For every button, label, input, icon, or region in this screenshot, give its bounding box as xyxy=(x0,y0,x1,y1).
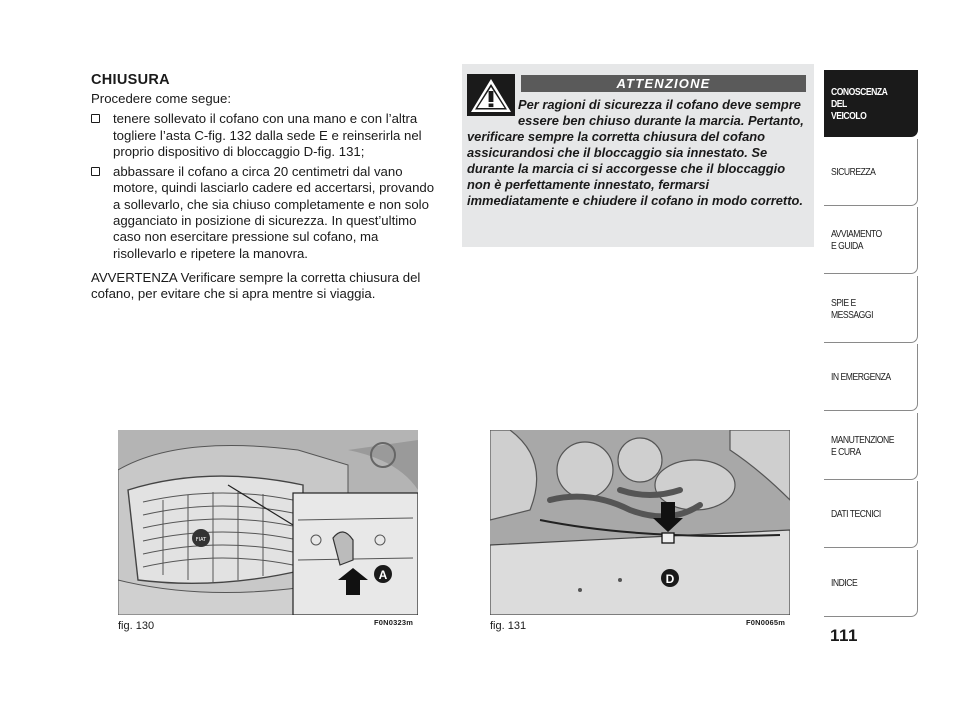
checkbox-bullet-icon xyxy=(91,114,100,123)
attention-text: Per ragioni di sicurezza il cofano deve sempre essere ben chiuso durante la marcia. Pertanto, verificare sempre la corretta chiusura del cofano assicurandosi che il bloccaggio sia innestato. Se durante la marcia ci si accorgesse che il bloccaggio non è perfettamente innestato, fermarsi immediatamente e chiudere il cofano in modo corretto. xyxy=(467,97,804,208)
figure-code: F0N0065m xyxy=(746,618,786,627)
figure-caption: fig. 130 xyxy=(118,620,155,632)
figure-label: D xyxy=(665,572,675,586)
closing-section xyxy=(91,72,441,303)
tab-in-emergenza[interactable]: IN EMERGENZA xyxy=(824,344,918,411)
tab-conoscenza-del-veicolo[interactable]: CONOSCENZA DEL VEICOLO xyxy=(824,70,918,137)
step-text: tenere sollevato il cofano con una mano e con l’altra togliere l’asta C-fig. 132 dalla sede E e reinserirla nel proprio dispositivo di bloccaggio D-fig. 131; xyxy=(113,111,422,159)
steps-list xyxy=(91,111,441,262)
tab-spie-e-messaggi[interactable]: SPIE E MESSAGGI xyxy=(824,276,918,343)
figure-hood-latch xyxy=(118,430,418,615)
attention-header: ATTENZIONE xyxy=(521,75,806,92)
attention-box xyxy=(462,64,814,247)
chapter-sidebar xyxy=(824,70,918,618)
figure-caption: fig. 131 xyxy=(490,620,527,632)
figure-code: F0N0323m xyxy=(374,618,414,627)
section-title: CHIUSURA xyxy=(91,72,170,88)
tab-sicurezza[interactable]: SICUREZZA xyxy=(824,139,918,206)
list-item xyxy=(91,164,441,262)
tab-indice[interactable]: INDICE xyxy=(824,550,918,617)
checkbox-bullet-icon xyxy=(91,167,100,176)
section-intro: Procedere come segue: xyxy=(91,91,232,106)
list-item xyxy=(91,111,441,160)
warning-note: AVVERTENZA Verificare sempre la corretta chiusura del cofano, per evitare che si apra mentre si viaggia. xyxy=(91,269,421,302)
step-text: abbassare il cofano a circa 20 centimetri dal vano motore, quindi lasciarlo cadere ed accertarsi, provando a sollevarlo, che sia chiuso completamente e non solo agganciato in posizione di sicurezza. In quest’ultimo caso non esercitare pressione sul cofano, ma risollevarlo e ripetere la manovra. xyxy=(113,164,435,261)
tab-dati-tecnici[interactable]: DATI TECNICI xyxy=(824,481,918,548)
figure-label: A xyxy=(378,568,388,582)
attention-text-wrap xyxy=(467,97,809,209)
svg-text:FIAT: FIAT xyxy=(195,537,207,543)
tab-manutenzione-e-cura[interactable]: MANUTENZIONE E CURA xyxy=(824,413,918,480)
tab-avviamento-e-guida[interactable]: AVVIAMENTO E GUIDA xyxy=(824,207,918,274)
page-number: 111 xyxy=(830,626,858,645)
figure-engine-bay xyxy=(490,430,790,615)
